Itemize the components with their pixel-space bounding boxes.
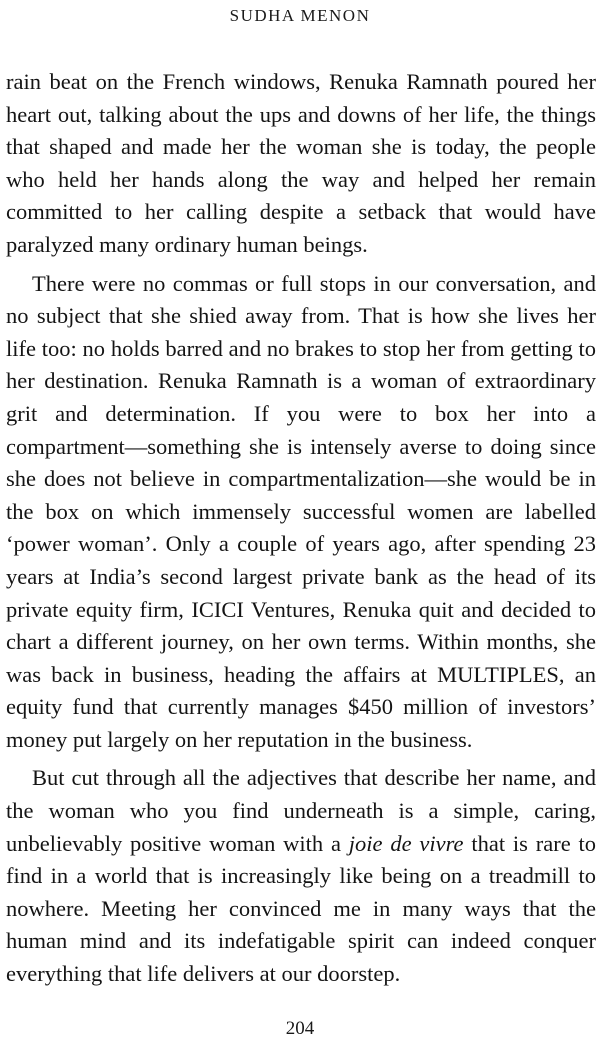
paragraph-1: rain beat on the French windows, Renuka Ramnath poured her heart out, talking about the ups and downs of her life, the things that shaped and made her the woman she is today, the people who held her hands along the way and helped her remain committed to her calling despite a setback that would have paralyzed many ordinary human beings. — [6, 69, 596, 257]
body-text — [6, 66, 596, 991]
paragraph-3-emphasis: joie de vivre — [348, 830, 464, 856]
running-head: SUDHA MENON — [229, 6, 371, 25]
paragraph-2: There were no commas or full stops in our conversation, and no subject that she shied away from. That is how she lives her life too: no holds barred and no brakes to stop her from getting to her destination. Renuka Ramnath is a woman of extraordinary grit and determination. If you were to box her into a compartment—something she is intensely averse to doing since she does not believe in compartmentalization—she would be in the box on which immensely successful women are labelled ‘power woman’. Only a couple of years ago, after spending 23 years at India’s second largest private bank as the head of its private equity firm, ICICI Ventures, Renuka quit and decided to chart a different journey, on her own terms. Within months, she was back in business, heading the affairs at MULTIPLES, an equity fund that currently manages $450 million of investors’ money put largely on her reputation in the business. — [6, 270, 596, 752]
paragraph-3-text-before: But cut through all the adjectives that describe her name, and the woman who you find underneath is a simple, caring, unbelievably positive woman with a — [6, 765, 596, 856]
page-number: 204 — [285, 1018, 315, 1039]
paragraph-3-text-after: that is rare to find in a world that is increasingly like being on a treadmill to nowhere. Meeting her convinced me in many ways that the human mind and its indefatigable spirit can indeed conquer everything that life delivers at our doorstep. — [6, 830, 597, 987]
paragraph-3 — [6, 762, 596, 990]
